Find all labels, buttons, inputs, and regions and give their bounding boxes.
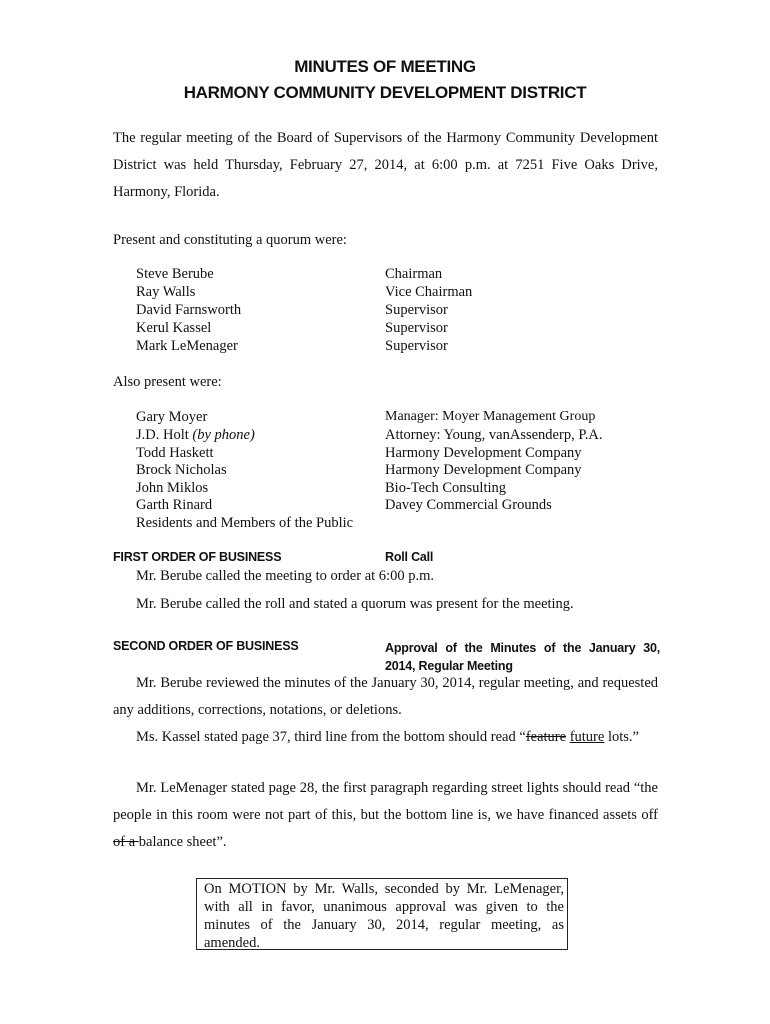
- paragraph-text: Ms. Kassel stated page 37, third line from the bottom should read “: [136, 729, 526, 745]
- document-title-line2: HARMONY COMMUNITY DEVELOPMENT DISTRICT: [183, 83, 587, 102]
- attendee-name: J.D. Holt: [136, 427, 189, 443]
- attendee-role: Attorney: Young, vanAssenderp, P.A.: [385, 427, 603, 443]
- attendee-role: Davey Commercial Grounds: [385, 497, 552, 513]
- attendee-role: Bio-Tech Consulting: [385, 480, 507, 496]
- quorum-name: Steve Berube: [136, 266, 214, 282]
- quorum-role: Supervisor: [385, 320, 448, 336]
- quorum-name: Kerul Kassel: [136, 320, 212, 336]
- second-order-paragraph-1: Mr. Berube reviewed the minutes of the January 30, 2014, regular meeting, and requested any additions, corrections, notations, or deletions.: [113, 675, 658, 718]
- quorum-role: Supervisor: [385, 302, 448, 318]
- intro-paragraph: The regular meeting of the Board of Supervisors of the Harmony Community Development District was held Thursday, February 27, 2014, at 6:00 p.m. at 7251 Five Oaks Drive, Harmony, Florida.: [113, 130, 658, 200]
- paragraph-text: lots.”: [604, 729, 639, 745]
- attendee-name: Todd Haskett: [136, 445, 214, 461]
- attendee-name: Brock Nicholas: [136, 462, 227, 478]
- first-order-paragraph-2: Mr. Berube called the roll and stated a quorum was present for the meeting.: [136, 596, 574, 612]
- motion-box: [196, 878, 568, 950]
- attendee-name: Residents and Members of the Public: [136, 515, 354, 531]
- first-order-paragraph-1: Mr. Berube called the meeting to order at 6:00 p.m.: [136, 568, 434, 584]
- second-order-paragraph-2: [113, 724, 658, 751]
- quorum-name: Mark LeMenager: [136, 338, 238, 354]
- document-title-line1: MINUTES OF MEETING: [294, 57, 476, 76]
- quorum-name: David Farnsworth: [136, 302, 242, 318]
- also-present-label: Also present were:: [113, 374, 222, 390]
- quorum-name: Ray Walls: [136, 284, 196, 300]
- quorum-role: Vice Chairman: [385, 284, 473, 300]
- first-order-heading: FIRST ORDER OF BUSINESS: [113, 550, 282, 564]
- quorum-label: Present and constituting a quorum were:: [113, 232, 347, 248]
- attendee-note: (by phone): [192, 427, 255, 443]
- second-order-heading: SECOND ORDER OF BUSINESS: [113, 639, 299, 653]
- paragraph-text: balance sheet”.: [138, 834, 227, 850]
- attendee-role: Harmony Development Company: [385, 445, 582, 461]
- quorum-role: Supervisor: [385, 338, 448, 354]
- motion-text: On MOTION by Mr. Walls, seconded by Mr. LeMenager, with all in favor, unanimous approval was given to the minutes of the January 30, 2014, regular meeting, as amended.: [204, 881, 564, 951]
- attendee-name: Garth Rinard: [136, 497, 213, 513]
- attendee-role: Manager: Moyer Management Group: [385, 409, 596, 424]
- attendee-name: Gary Moyer: [136, 409, 208, 425]
- struck-text: of a: [113, 834, 139, 850]
- attendee-role: Harmony Development Company: [385, 462, 582, 478]
- quorum-role: Chairman: [385, 266, 443, 282]
- second-order-paragraph-3: [113, 775, 658, 856]
- first-order-topic: Roll Call: [385, 550, 434, 564]
- attendee-name-with-note: [136, 426, 255, 444]
- paragraph-text: Mr. LeMenager stated page 28, the first paragraph regarding street lights should read “the people in this room were not part of this, but the bottom line is, we have financed assets off: [113, 780, 658, 823]
- second-order-topic: Approval of the Minutes of the January 30, 2014, Regular Meeting: [385, 641, 660, 673]
- struck-text: feature: [525, 729, 567, 745]
- inserted-text: future: [569, 729, 605, 745]
- attendee-name: John Miklos: [136, 480, 209, 496]
